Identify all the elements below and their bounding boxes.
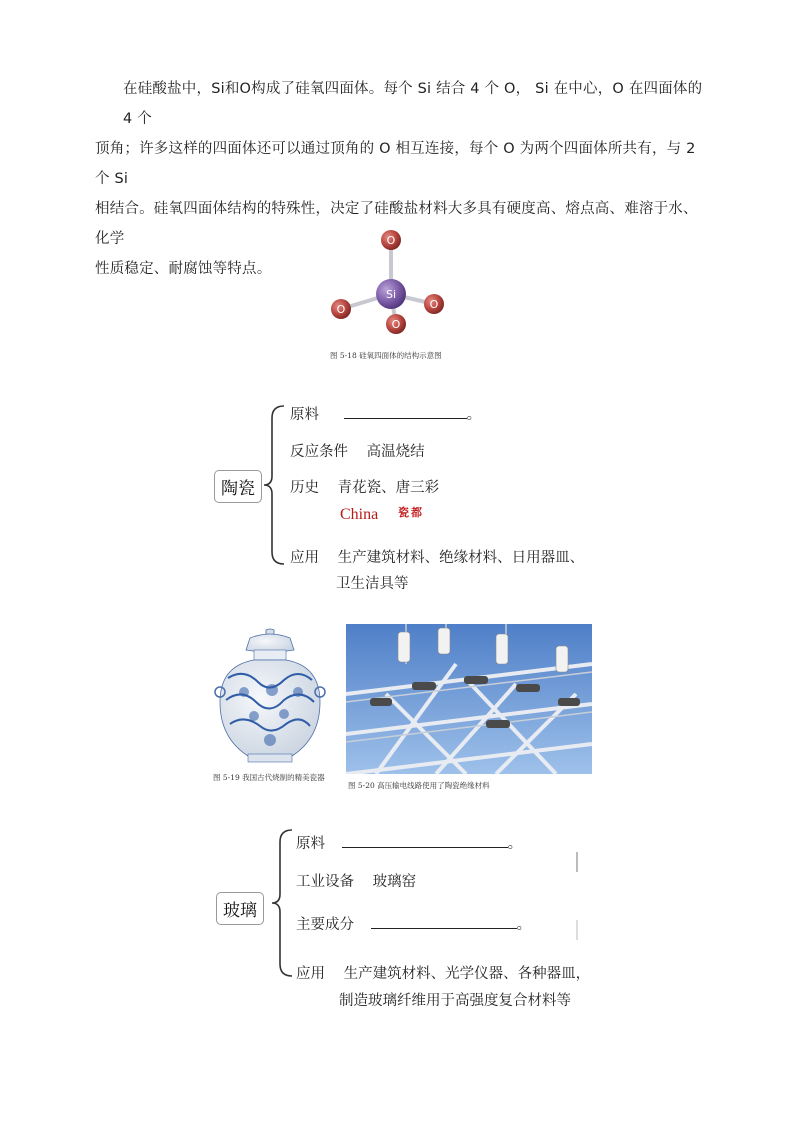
glass-composition-blank[interactable] (371, 914, 517, 929)
o-atom-right (424, 294, 444, 314)
si-atom (376, 279, 406, 309)
intro-line-2: 顶角；许多这样的四面体还可以通过顶角的 O 相互连接，每个 O 为两个四面体所共有，与 2 个 Si (95, 141, 696, 187)
glass-composition-key: 主要成分 (296, 917, 354, 933)
edge-mark (576, 920, 578, 940)
ceramics-raw-end: 。 (466, 407, 482, 423)
ceramics-label: 陶瓷 (214, 470, 262, 503)
glass-label: 玻璃 (216, 892, 264, 925)
glass-equipment-key: 工业设备 (296, 874, 354, 890)
ceramics-app-key: 应用 (290, 550, 319, 566)
edge-mark (576, 852, 578, 872)
intro-line-4: 性质稳定、耐腐蚀等特点。 (95, 261, 272, 277)
ceramics-raw-key: 原料 (290, 407, 319, 423)
porcelain-jar-image (214, 628, 326, 766)
o-atom-top (381, 230, 401, 250)
glass-app-key: 应用 (296, 966, 325, 982)
glass-raw-key: 原料 (296, 836, 325, 852)
ceramics-app-value-2: 卫生洁具等 (336, 576, 409, 592)
ceramics-brace-icon (262, 404, 286, 566)
o-atom-left (331, 299, 351, 319)
intro-line-3: 相结合。硅氧四面体结构的特殊性，决定了硅酸盐材料大多具有硬度高、熔点高、难溶于水、化学 (95, 201, 698, 247)
svg-text:O: O (429, 298, 439, 311)
figure-519-caption: 图 5-19 我国古代烧制的精美瓷器 (213, 773, 325, 782)
glass-raw-end: 。 (507, 836, 523, 852)
cidu-word: 瓷都 (398, 506, 424, 519)
glass-app-value-1: 生产建筑材料、光学仪器、各种器皿， (343, 966, 591, 982)
svg-text:O: O (386, 234, 396, 247)
glass-app-value-2: 制造玻璃纤维用于高强度复合材料等 (339, 993, 571, 1009)
ceramics-history-key: 历史 (290, 480, 319, 496)
ceramics-raw-row (290, 403, 481, 424)
intro-line-1: 在硅酸盐中，Si和O构成了硅氧四面体。每个 Si 结合 4 个 O， Si 在中心，O 在四面体的 4 个 (123, 81, 703, 127)
glass-equipment-row (296, 870, 416, 891)
ceramics-raw-blank[interactable] (344, 404, 467, 419)
ceramics-condition-row (290, 440, 425, 461)
ceramics-condition-key: 反应条件 (290, 444, 348, 460)
glass-raw-row (296, 832, 522, 853)
ceramics-history-row (290, 476, 439, 497)
ceramics-app-value-1: 生产建筑材料、绝缘材料、日用器皿、 (337, 550, 585, 566)
o-atom-bottom (386, 314, 406, 334)
china-word: China (340, 506, 379, 523)
glass-composition-end: 。 (516, 917, 532, 933)
sio4-tetrahedron-diagram (318, 222, 468, 342)
svg-text:O: O (336, 303, 346, 316)
svg-text:Si: Si (385, 288, 397, 301)
glass-raw-blank[interactable] (342, 833, 508, 848)
glass-app-row (296, 962, 590, 983)
glass-brace-icon (270, 828, 294, 978)
figure-518-caption: 图 5-18 硅氧四面体的结构示意图 (330, 351, 442, 360)
ceramics-app-row (290, 546, 584, 567)
ceramics-condition-value: 高温烧结 (366, 444, 425, 460)
glass-composition-row (296, 913, 531, 934)
ceramics-history-value: 青花瓷、唐三彩 (337, 480, 440, 496)
svg-text:O: O (391, 318, 401, 331)
glass-equipment-value: 玻璃窑 (372, 874, 417, 890)
power-line-tower-image (346, 624, 592, 774)
figure-520-caption: 图 5-20 高压输电线路使用了陶瓷绝缘材料 (348, 781, 490, 790)
